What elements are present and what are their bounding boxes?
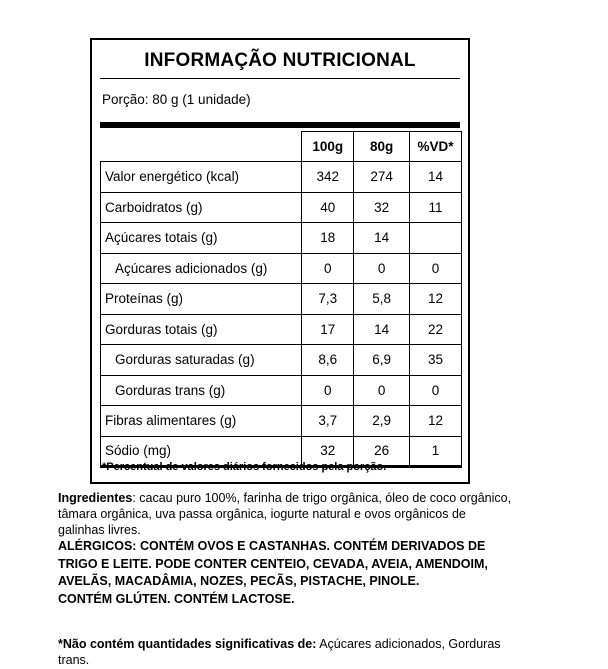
value-100g: 342: [302, 162, 354, 193]
value-80g: 5,8: [354, 284, 410, 315]
value-vd: 12: [410, 284, 462, 315]
nutrient-name: Gorduras trans (g): [101, 375, 302, 406]
value-vd: 11: [410, 192, 462, 223]
value-100g: 32: [302, 436, 354, 467]
ingredients-text: [58, 490, 513, 538]
allergens-warning: ALÉRGICOS: CONTÉM OVOS E CASTANHAS. CONTÉM DERIVADOS DE TRIGO E LEITE. PODE CONTER CENTEIO, CEVADA, AVEIA, AMENDOIM, AVELÃS, MACADÂMIA, NOZES, PECÃS, PISTACHE, PINOLE.: [58, 539, 488, 588]
value-100g: 17: [302, 314, 354, 345]
value-80g: 274: [354, 162, 410, 193]
nutrient-name: Açúcares adicionados (g): [101, 253, 302, 284]
value-80g: 6,9: [354, 345, 410, 376]
allergens-block: [58, 538, 528, 608]
value-80g: 0: [354, 375, 410, 406]
value-100g: 40: [302, 192, 354, 223]
value-vd: 22: [410, 314, 462, 345]
value-100g: 8,6: [302, 345, 354, 376]
nutrition-table: [100, 131, 462, 468]
value-vd: 12: [410, 406, 462, 437]
table-row: [101, 314, 462, 345]
gluten-lactose-warning: CONTÉM GLÚTEN. CONTÉM LACTOSE.: [58, 591, 295, 606]
table-row: [101, 162, 462, 193]
nutrient-name: Valor energético (kcal): [101, 162, 302, 193]
ingredients-label: Ingredientes: [58, 491, 133, 505]
table-row: [101, 284, 462, 315]
table-row: [101, 192, 462, 223]
header-80g: 80g: [354, 132, 410, 162]
not-contain-note: [58, 636, 528, 668]
not-contain-label: *Não contém quantidades significativas de:: [58, 637, 317, 651]
value-100g: 18: [302, 223, 354, 254]
header-100g: 100g: [302, 132, 354, 162]
table-row: [101, 375, 462, 406]
nutrient-name: Carboidratos (g): [101, 192, 302, 223]
table-row: [101, 406, 462, 437]
table-header-row: [101, 132, 462, 162]
value-100g: 7,3: [302, 284, 354, 315]
value-80g: 14: [354, 223, 410, 254]
daily-value-footnote: *Percentual de valores diários fornecidos pela porção.: [102, 461, 387, 473]
not-contain-list: Açúcares adicionados, Gorduras trans.: [58, 637, 501, 667]
value-80g: 0: [354, 253, 410, 284]
portion-size: Porção: 80 g (1 unidade): [102, 92, 251, 107]
value-80g: 26: [354, 436, 410, 467]
value-vd: 0: [410, 253, 462, 284]
value-vd: 1: [410, 436, 462, 467]
table-row: [101, 223, 462, 254]
nutrient-name: Sódio (mg): [101, 436, 302, 467]
value-80g: 14: [354, 314, 410, 345]
table-row: [101, 345, 462, 376]
label-title: INFORMAÇÃO NUTRICIONAL: [144, 50, 416, 71]
nutrient-name: Gorduras saturadas (g): [101, 345, 302, 376]
value-100g: 0: [302, 253, 354, 284]
value-100g: 3,7: [302, 406, 354, 437]
nutrient-name: Açúcares totais (g): [101, 223, 302, 254]
title-divider: [100, 78, 460, 79]
value-80g: 2,9: [354, 406, 410, 437]
value-vd: 0: [410, 375, 462, 406]
table-row: [101, 253, 462, 284]
value-vd: 35: [410, 345, 462, 376]
value-80g: 32: [354, 192, 410, 223]
ingredients-list: : cacau puro 100%, farinha de trigo orgânica, óleo de coco orgânico, tâmara orgânica, uva passa orgânica, iogurte natural e ovos orgânicos de galinhas livres.: [58, 491, 512, 537]
header-blank-cell: [101, 132, 302, 162]
value-100g: 0: [302, 375, 354, 406]
nutrition-label: [90, 38, 470, 484]
thick-divider: [100, 122, 460, 128]
nutrient-name: Proteínas (g): [101, 284, 302, 315]
nutrient-name: Fibras alimentares (g): [101, 406, 302, 437]
value-vd: [410, 223, 462, 254]
header-vd: %VD*: [410, 132, 462, 162]
nutrient-name: Gorduras totais (g): [101, 314, 302, 345]
value-vd: 14: [410, 162, 462, 193]
